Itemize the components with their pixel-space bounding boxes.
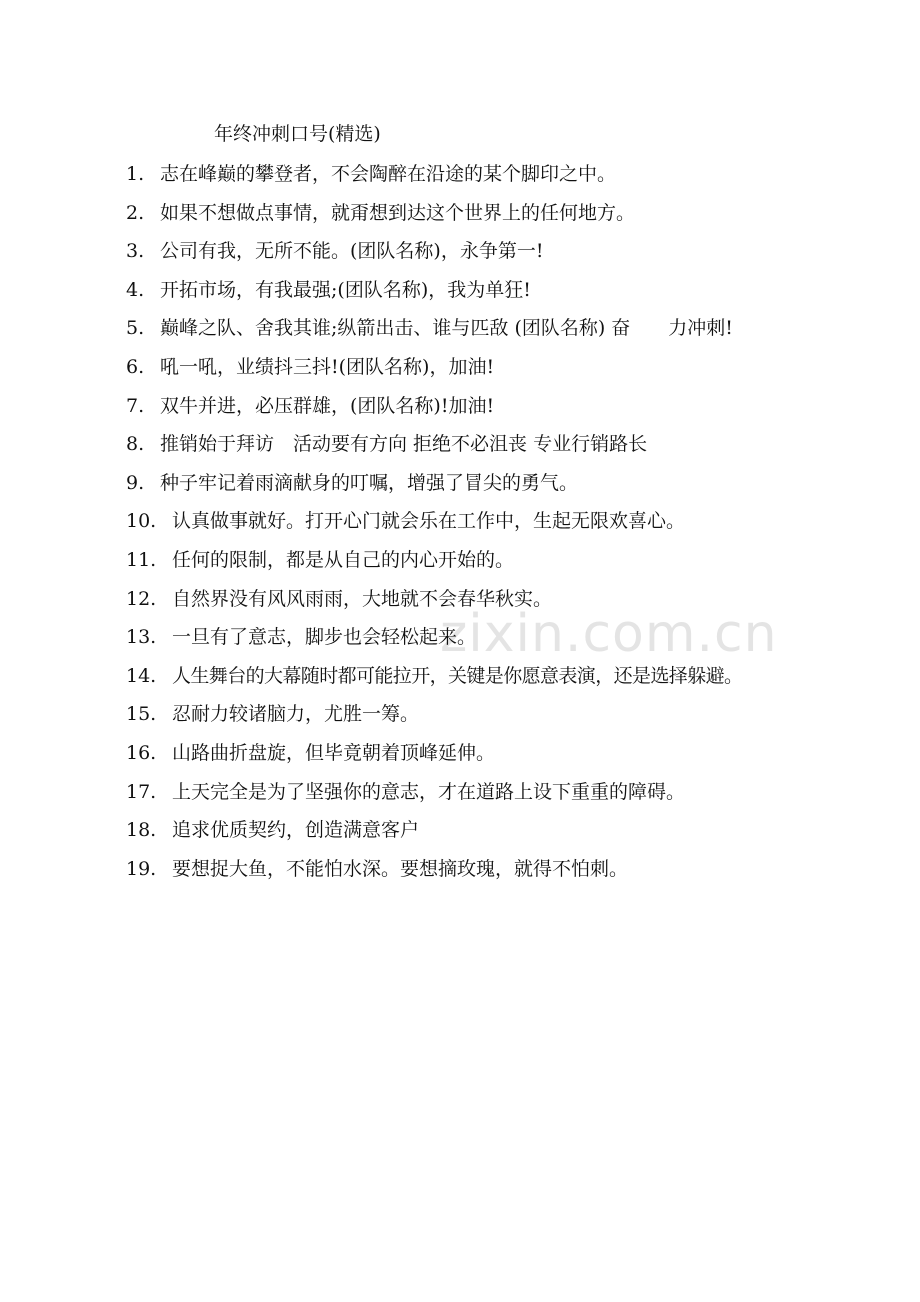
item-number: 1. (126, 163, 145, 185)
item-text: 志在峰巅的攀登者，不会陶醉在沿途的某个脚印之中。 (160, 163, 617, 185)
list-item (126, 623, 906, 662)
list-item (126, 276, 906, 315)
item-number: 13. (126, 626, 157, 649)
item-text: 吼一吼，业绩抖三抖!(团队名称)，加油! (160, 355, 495, 378)
item-number: 14. (126, 664, 157, 687)
list-item (126, 507, 906, 546)
item-text: 上天完全是为了坚强你的意志，才在道路上设下重重的障碍。 (172, 780, 686, 803)
list-item (126, 739, 906, 778)
list-item (126, 662, 906, 701)
list-item (126, 314, 906, 353)
item-number: 10. (126, 510, 157, 533)
document-title: 年终冲刺口号(精选) (214, 123, 381, 145)
item-number: 6. (126, 355, 145, 378)
item-text: 巅峰之队、舍我其谁;纵箭出击、谁与匹敌 (团队名称) 奋 力冲刺! (160, 317, 733, 340)
item-number: 15. (126, 703, 157, 726)
item-text: 双牛并进，必压群雄，(团队名称)!加油! (160, 394, 495, 417)
item-number: 9. (126, 471, 145, 494)
slogan-list (126, 160, 906, 893)
list-item (126, 585, 906, 624)
list-item (126, 353, 906, 392)
item-number: 4. (126, 278, 145, 301)
item-text: 种子牢记着雨滴献身的叮嘱，增强了冒尖的勇气。 (160, 471, 579, 494)
item-text: 公司有我，无所不能。(团队名称)，永争第一! (160, 240, 544, 263)
item-text: 如果不想做点事情，就甭想到达这个世界上的任何地方。 (160, 201, 636, 224)
list-item (126, 160, 906, 199)
item-number: 17. (126, 780, 157, 803)
item-number: 3. (126, 240, 145, 263)
list-item (126, 855, 906, 894)
list-item (126, 392, 906, 431)
item-number: 11. (126, 548, 157, 571)
item-text: 认真做事就好。打开心门就会乐在工作中，生起无限欢喜心。 (172, 510, 686, 533)
list-item (126, 700, 906, 739)
item-number: 18. (126, 819, 157, 842)
item-text: 人生舞台的大幕随时都可能拉开，关键是你愿意表演，还是选择躲避。 (172, 664, 743, 687)
item-text: 自然界没有风风雨雨，大地就不会春华秋实。 (172, 587, 553, 610)
item-text: 追求优质契约，创造满意客户 (172, 819, 420, 842)
list-item (126, 430, 906, 469)
item-number: 5. (126, 317, 145, 340)
list-item (126, 469, 906, 508)
item-text: 开拓市场，有我最强;(团队名称)，我为单狂! (160, 278, 531, 301)
item-number: 19. (126, 857, 157, 880)
list-item (126, 816, 906, 855)
item-text: 要想捉大鱼，不能怕水深。要想摘玫瑰，就得不怕刺。 (172, 857, 629, 880)
list-item (126, 546, 906, 585)
item-text: 推销始于拜访 活动要有方向 拒绝不必沮丧 专业行销路长 (160, 433, 648, 456)
item-number: 7. (126, 394, 145, 417)
item-text: 一旦有了意志，脚步也会轻松起来。 (172, 626, 477, 649)
item-number: 8. (126, 433, 145, 456)
item-text: 山路曲折盘旋，但毕竟朝着顶峰延伸。 (172, 741, 496, 764)
list-item (126, 778, 906, 817)
item-number: 2. (126, 201, 145, 224)
item-number: 16. (126, 741, 157, 764)
item-text: 任何的限制，都是从自己的内心开始的。 (172, 548, 515, 571)
list-item (126, 237, 906, 276)
watermark: zixin.com.cn (440, 604, 778, 664)
item-number: 12. (126, 587, 157, 610)
list-item (126, 199, 906, 238)
item-text: 忍耐力较诸脑力，尤胜一筹。 (172, 703, 420, 726)
